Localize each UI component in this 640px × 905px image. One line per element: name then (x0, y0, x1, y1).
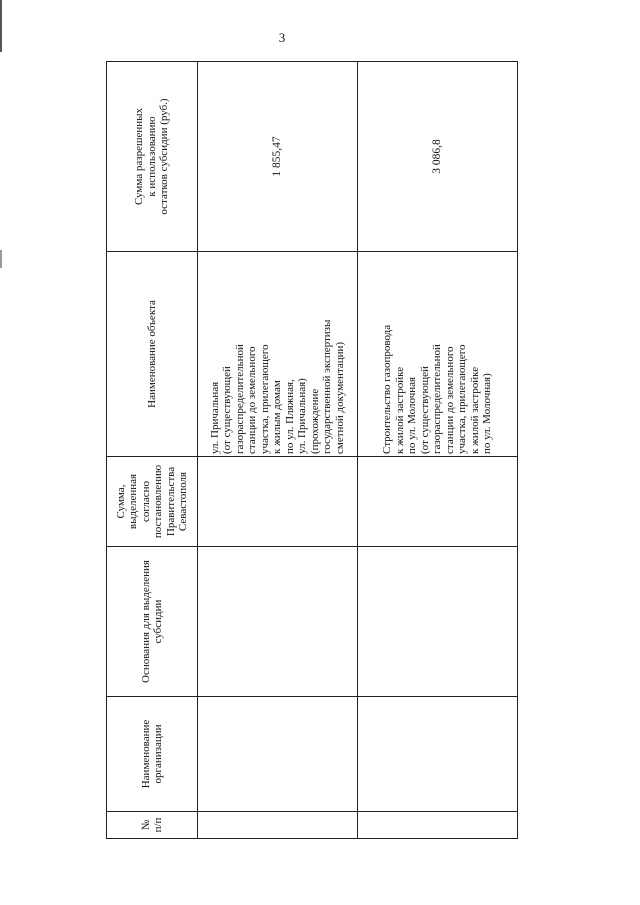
scan-edge-mark (0, 250, 2, 268)
header-organization: Наименование организации (107, 697, 198, 812)
cell-object-name: ул. Причальная (от существующей газораспределительной станции до земельного участка, прилегающего к жилым домам по ул. Пляжная, ул. Причальная) (прохождение государственной экспертизы сметной документации) (198, 252, 358, 457)
cell-remainder-sum: 3 086,8 (358, 62, 518, 252)
header-number: № п/п (107, 812, 198, 839)
cell-number (358, 812, 518, 839)
cell-allocated-sum (358, 457, 518, 547)
cell-organization (358, 697, 518, 812)
scan-edge-mark (0, 0, 2, 52)
cell-basis (358, 547, 518, 697)
table-row (358, 62, 518, 839)
table-row (198, 62, 358, 839)
header-object-name: Наименование объекта (107, 252, 198, 457)
header-allocated-sum: Сумма, выделенная согласно постановлению Правительства Севастополя (107, 457, 198, 547)
cell-remainder-sum: 1 855,47 (198, 62, 358, 252)
page-number: 3 (278, 30, 286, 45)
cell-allocated-sum (198, 457, 358, 547)
cell-number (198, 812, 358, 839)
cell-basis (198, 547, 358, 697)
subsidy-table-frame (106, 62, 518, 839)
cell-object-name: Строительство газопровода к жилой застройке по ул. Молочная (от существующей газораспределительной станции до земельного участка, прилегающего к жилой застройке по ул. Молочная) (358, 252, 518, 457)
rotated-table (106, 62, 518, 839)
header-remainder-sum: Сумма разрешенных к использованию остатков субсидии (руб.) (107, 62, 198, 252)
subsidy-table (106, 61, 518, 839)
header-basis: Основания для выделения субсидии (107, 547, 198, 697)
cell-organization (198, 697, 358, 812)
table-header-row (107, 62, 198, 839)
